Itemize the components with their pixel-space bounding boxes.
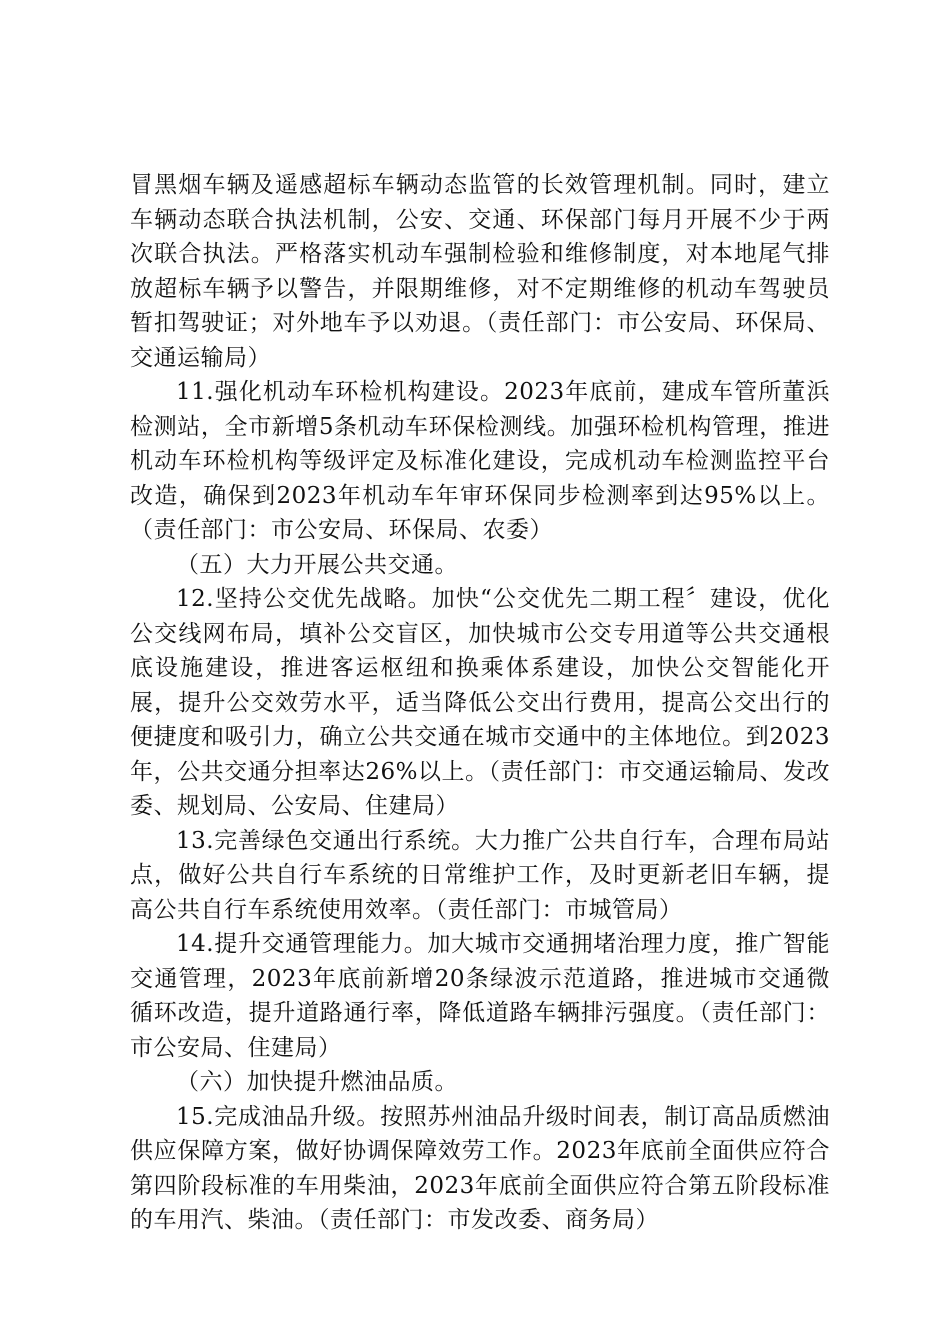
paragraph-item-11: 11.强化机动车环检机构建设。2023年底前，建成车管所董浜检测站，全市新增5条机动车环保检测线。加强环检机构管理，推进机动车环检机构等级评定及标准化建设，完成机动车检测监控平台改造，确保到2023年机动车年审环保同步检测率到达95%以上。（责任部门：市公安局、环保局、农委）	[130, 379, 830, 543]
paragraph-item-15: 15.完成油品升级。按照苏州油品升级时间表，制订高品质燃油供应保障方案，做好协调保障效劳工作。2023年底前全面供应符合第四阶段标准的车用柴油，2023年底前全面供应符合第五阶段标准的车用汽、柴油。（责任部门：市发改委、商务局）	[130, 1103, 830, 1233]
section-heading-6: （六）加快提升燃油品质。	[176, 1069, 458, 1095]
paragraph-item-14: 14.提升交通管理能力。加大城市交通拥堵治理力度，推广智能交通管理，2023年底前新增20条绿波示范道路，推进城市交通微循环改造，提升道路通行率，降低道路车辆排污强度。（责任部门：市公安局、住建局）	[130, 931, 830, 1061]
paragraph-item-13: 13.完善绿色交通出行系统。大力推广公共自行车，合理布局站点，做好公共自行车系统的日常维护工作，及时更新老旧车辆，提高公共自行车系统使用效率。（责任部门：市城管局）	[130, 827, 830, 923]
document-body	[130, 168, 830, 1238]
section-heading-5: （五）大力开展公共交通。	[176, 551, 458, 578]
paragraph-continued: 冒黑烟车辆及遥感超标车辆动态监管的长效管理机制。同时，建立车辆动态联合执法机制，公安、交通、环保部门每月开展不少于两次联合执法。严格落实机动车强制检验和维修制度，对本地尾气排放超标车辆予以警告，并限期维修，对不定期维修的机动车驾驶员暂扣驾驶证；对外地车予以劝退。（责任部门：市公安局、环保局、交通运输局）	[130, 172, 830, 371]
paragraph-item-12: 12.坚持公交优先战略。加快“公交优先二期工程〞建设，优化公交线网布局，填补公交盲区，加快城市公交专用道等公共交通根底设施建设，推进客运枢纽和换乘体系建设，加快公交智能化开展，提升公交效劳水平，适当降低公交出行费用，提高公交出行的便捷度和吸引力，确立公共交通在城市交通中的主体地位。到2023年，公共交通分担率达26%以上。（责任部门：市交通运输局、发改委、规划局、公安局、住建局）	[130, 586, 830, 819]
